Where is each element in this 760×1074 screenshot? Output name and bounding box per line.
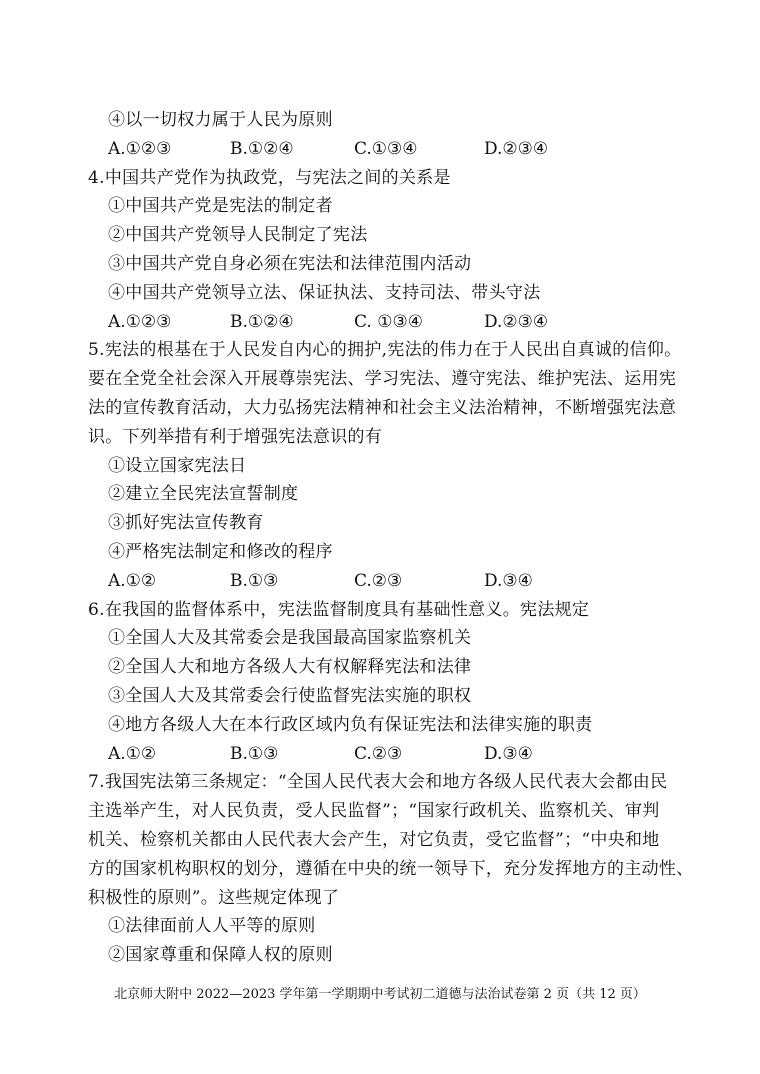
answer-choice: A.①② xyxy=(108,744,157,764)
answer-choice: B.①②④ xyxy=(230,312,294,332)
statement-option: ①法律面前人人平等的原则 xyxy=(108,916,316,936)
statement-option: ③中国共产党自身必须在宪法和法律范围内活动 xyxy=(108,254,472,274)
answer-choices-row xyxy=(108,569,668,593)
answer-choice: C.②③ xyxy=(354,744,403,764)
statement-option: ①中国共产党是宪法的制定者 xyxy=(108,196,333,216)
answer-choice: C.②③ xyxy=(354,571,403,591)
question-stem-line: 4.中国共产党作为执政党，与宪法之间的关系是 xyxy=(88,168,451,188)
answer-choices-row xyxy=(108,310,668,334)
statement-option: ②全国人大和地方各级人大有权解释宪法和法律 xyxy=(108,657,472,677)
question-stem-line: 7.我国宪法第三条规定：“全国人民代表大会和地方各级人民代表大会都由民 xyxy=(88,772,668,792)
answer-choice: C.①③④ xyxy=(354,139,418,159)
page-footer: 北京师大附中 2022—2023 学年第一学期期中考试初二道德与法治试卷第 2 页（共 12 页） xyxy=(114,987,646,1002)
question-stem-line: 法的宣传教育活动，大力弘扬宪法精神和社会主义法治精神，不断增强宪法意 xyxy=(88,398,677,418)
answer-choices-row xyxy=(108,742,668,766)
question-stem-line: 要在全党全社会深入开展尊崇宪法、学习宪法、遵守宪法、维护宪法、运用宪 xyxy=(88,369,677,389)
statement-option: ②中国共产党领导人民制定了宪法 xyxy=(108,225,368,245)
statement-option: ③全国人大及其常委会行使监督宪法实施的职权 xyxy=(108,686,472,706)
question-stem-line: 方的国家机构职权的划分，遵循在中央的统一领导下，充分发挥地方的主动性、 xyxy=(88,859,694,879)
answer-choice: A.①②③ xyxy=(108,312,172,332)
answer-choice: D.②③④ xyxy=(484,312,549,332)
question-stem-line: 积极性的原则”。这些规定体现了 xyxy=(88,888,340,908)
answer-choice: B.①③ xyxy=(230,571,279,591)
statement-option: ④以一切权力属于人民为原则 xyxy=(108,110,333,130)
statement-option: ①全国人大及其常委会是我国最高国家监察机关 xyxy=(108,628,472,648)
question-stem-line: 机关、检察机关都由人民代表大会产生，对它负责，受它监督”；“中央和地 xyxy=(88,830,660,850)
statement-option: ②建立全民宪法宣誓制度 xyxy=(108,484,299,504)
answer-choice: B.①②④ xyxy=(230,139,294,159)
answer-choice: A.①② xyxy=(108,571,157,591)
question-stem-line: 5.宪法的根基在于人民发自内心的拥护,宪法的伟力在于人民出自真诚的信仰。 xyxy=(88,340,682,360)
question-stem-line: 主选举产生，对人民负责，受人民监督”；“国家行政机关、监察机关、审判 xyxy=(88,801,660,821)
answer-choice: D.②③④ xyxy=(484,139,549,159)
answer-choices-row xyxy=(108,137,668,161)
answer-choice: D.③④ xyxy=(484,571,533,591)
answer-choice: D.③④ xyxy=(484,744,533,764)
statement-option: ②国家尊重和保障人权的原则 xyxy=(108,945,333,965)
answer-choice: A.①②③ xyxy=(108,139,172,159)
question-stem-line: 识。下列举措有利于增强宪法意识的有 xyxy=(88,427,383,447)
answer-choice: C. ①③④ xyxy=(354,312,423,332)
answer-choice: B.①③ xyxy=(230,744,279,764)
statement-option: ④严格宪法制定和修改的程序 xyxy=(108,542,333,562)
statement-option: ①设立国家宪法日 xyxy=(108,456,247,476)
statement-option: ④地方各级人大在本行政区域内负有保证宪法和法律实施的职责 xyxy=(108,715,593,735)
statement-option: ③抓好宪法宣传教育 xyxy=(108,513,264,533)
question-stem-line: 6.在我国的监督体系中，宪法监督制度具有基础性意义。宪法规定 xyxy=(88,600,590,620)
statement-option: ④中国共产党领导立法、保证执法、支持司法、带头守法 xyxy=(108,283,541,303)
